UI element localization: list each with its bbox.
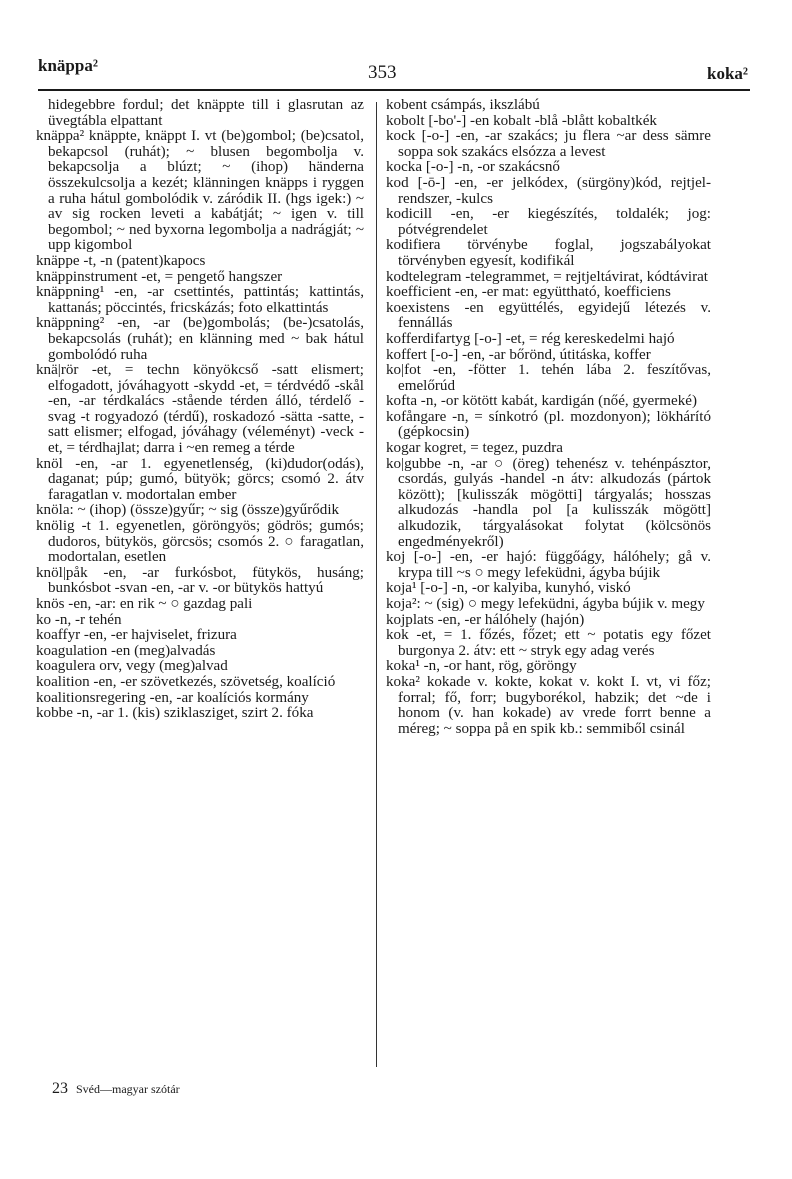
right-column <box>386 98 711 737</box>
book-title: Svéd—magyar szótár <box>76 1082 180 1096</box>
page-footer <box>52 1080 180 1098</box>
dictionary-entry: ko|gubbe -n, -ar ○ (öreg) tehenész v. tehénpásztor, csordás, gulyás -handel -n átv: alkudozás (pártok között); [kulisszák mögötti] tárgyalás; hosszas alkudozás -handla pol [a kulisszák mögött] alkudozik, tárgyalásokat folytat (kölcsönös engedményekről) <box>386 455 711 550</box>
dictionary-entry: kofta -n, -or kötött kabát, kardigán (nőé, gyermeké) <box>386 393 697 410</box>
dictionary-entry: koja¹ [-o-] -n, -or kalyiba, kunyhó, viskó <box>386 580 631 597</box>
dictionary-entry: kobent csámpás, ikszlábú <box>386 97 540 113</box>
dictionary-entry: kogar kogret, = tegez, puzdra <box>386 440 563 457</box>
column-divider <box>376 102 377 1067</box>
dictionary-entry: koagulera orv, vegy (meg)alvad <box>36 658 228 675</box>
dictionary-entry: kodtelegram -telegrammet, = rejtjeltávirat, kódtávirat <box>386 268 708 285</box>
dictionary-entry: kok -et, = 1. főzés, főzet; ett ~ potatis egy főzet burgonya 2. átv: ett ~ stryk egy adag verés <box>386 627 711 659</box>
dictionary-entry: kock [-o-] -en, -ar szakács; ju flera ~ar dess sämre soppa sok szakács elsózza a levest <box>386 128 711 160</box>
dictionary-entry: koexistens -en együttélés, egyidejű létezés v. fennállás <box>386 299 711 332</box>
dictionary-entry: knölig -t 1. egyenetlen, göröngyös; gödrös; gumós; dudoros, bütykös, görcsös; csomós 2. ○ faragatlan, modortalan, esetlen <box>36 518 364 566</box>
guide-word-left: knäppa² <box>38 56 98 75</box>
dictionary-entry: kofferdifartyg [-o-] -et, = rég kereskedelmi hajó <box>386 330 675 347</box>
dictionary-entry: knäppe -t, -n (patent)kapocs <box>36 252 206 269</box>
dictionary-entry: knöl -en, -ar 1. egyenetlenség, (ki)dudor(odás), daganat; púp; gumó, bütyök; görcs; csomó 2. átv faragatlan v. modortalan ember <box>36 455 364 503</box>
dictionary-entry: kocka [-o-] -n, -or szakácsnő <box>386 159 560 176</box>
page-header <box>38 56 748 86</box>
page-number: 353 <box>368 62 397 83</box>
dictionary-entry: hidegebbre fordul; det knäppte till i glasrutan az üvegtábla elpattant <box>48 97 364 129</box>
dictionary-entry: kodicill -en, -er kiegészítés, toldalék; jog: pótvégrendelet <box>386 206 711 238</box>
dictionary-entry: kofångare -n, = sínkotró (pl. mozdonyon); lökhárító (gépkocsin) <box>386 408 711 441</box>
dictionary-entry: kodifiera törvénybe foglal, jogszabályokat törvényben egyesít, kodifikál <box>386 237 711 269</box>
left-column <box>36 98 364 722</box>
dictionary-entry: koalition -en, -er szövetkezés, szövetség, koalíció <box>36 673 336 690</box>
header-rule <box>38 89 750 91</box>
dictionary-entry: koefficient -en, -er mat: együttható, koefficiens <box>386 284 671 301</box>
dictionary-entry: ko -n, -r tehén <box>36 611 122 628</box>
dictionary-entry: koka² kokade v. kokte, kokat v. kokt I. vt, vi főz; forral; fő, forr; bugyborékol, habzik; det ~de i honom (v. han kokade) av vrede forrt benne a méreg; ~ soppa på en spik kb.: semmiből csinál <box>386 673 711 737</box>
dictionary-entry: knöla: ~ (ihop) (össze)gyűr; ~ sig (össze)gyűrődik <box>36 502 340 519</box>
dictionary-entry: knäppning² -en, -ar (be)gombolás; (be-)csatolás, bekapcsolás (ruhát); en klänning med ~ bak hátul gombolódó ruha <box>36 315 364 363</box>
dictionary-entry: koja²: ~ (sig) ○ megy lefeküdni, ágyba bújik v. megy <box>386 596 705 612</box>
dictionary-entry: knäppning¹ -en, -ar csettintés, pattintás; kattintás, kattanás; pöccintés, fricskázás; foto elkattintás <box>36 284 364 316</box>
dictionary-entry: kobolt [-bo'-] -en kobalt -blå -blått kobaltkék <box>386 112 657 129</box>
dictionary-entry: knä|rör -et, = techn könyökcső -satt elismert; elfogadott, jóváhagyott -skydd -et, = térdvédő -skål -en, -ar térdkalács -stående térden álló, térdelő -svag -t rogyadozó (térdű), roskadozó -sätta -satte, -satt elismer; elfogad, jóváhagy (véleményt) -veck -et, = térdhajlat; darra i ~en remeg a térde <box>36 362 364 457</box>
sheet-signature: 23 <box>52 1080 68 1097</box>
dictionary-entry: kod [-ō-] -en, -er jelkódex, (sürgöny)kód, rejtjel-rendszer, -kulcs <box>386 174 711 207</box>
dictionary-entry: koj [-o-] -en, -er hajó: függőágy, hálóhely; gå v. krypa till ~s ○ megy lefeküdni, ágyba bújik <box>386 549 711 581</box>
dictionary-entry: ko|fot -en, -fötter 1. tehén lába 2. feszítővas, emelőrúd <box>386 362 711 394</box>
dictionary-entry: koffert [-o-] -en, -ar bőrönd, útitáska, koffer <box>386 346 651 363</box>
dictionary-entry: knäppinstrument -et, = pengető hangszer <box>36 268 283 285</box>
dictionary-entry: knös -en, -ar: en rik ~ ○ gazdag pali <box>36 596 253 612</box>
dictionary-entry: koalitionsregering -en, -ar koalíciós kormány <box>36 689 309 706</box>
dictionary-entry: koaffyr -en, -er hajviselet, frizura <box>36 627 237 644</box>
dictionary-entry: knäppa² knäppte, knäppt I. vt (be)gombol; (be)csatol, bekapcsol (ruhát); ~ blusen begombolja v. bekapcsolja a blúzt; ~ (ihop) händerna összekulcsolja a kezét; klänningen knäpps i ryggen a ruha hátul gombolódik v. záródik II. (hgs igek:) ~ av sig rocken leveti a kabátját; ~ igen v. till begombol; ~ ned byxorna legombolja a nadrágját; ~ upp kigombol <box>36 128 364 254</box>
dictionary-entry: koka¹ -n, -or hant, rög, göröngy <box>386 658 577 675</box>
dictionary-entry: kojplats -en, -er hálóhely (hajón) <box>386 611 585 628</box>
guide-word-right: koka² <box>706 64 748 83</box>
dictionary-entry: kobbe -n, -ar 1. (kis) sziklasziget, szirt 2. fóka <box>36 705 314 722</box>
dictionary-entry: koagulation -en (meg)alvadás <box>36 642 216 659</box>
dictionary-entry: knöl|påk -en, -ar furkósbot, fütykös, husáng; bunkósbot -svan -en, -ar v. -or bütykös hattyú <box>36 564 364 597</box>
